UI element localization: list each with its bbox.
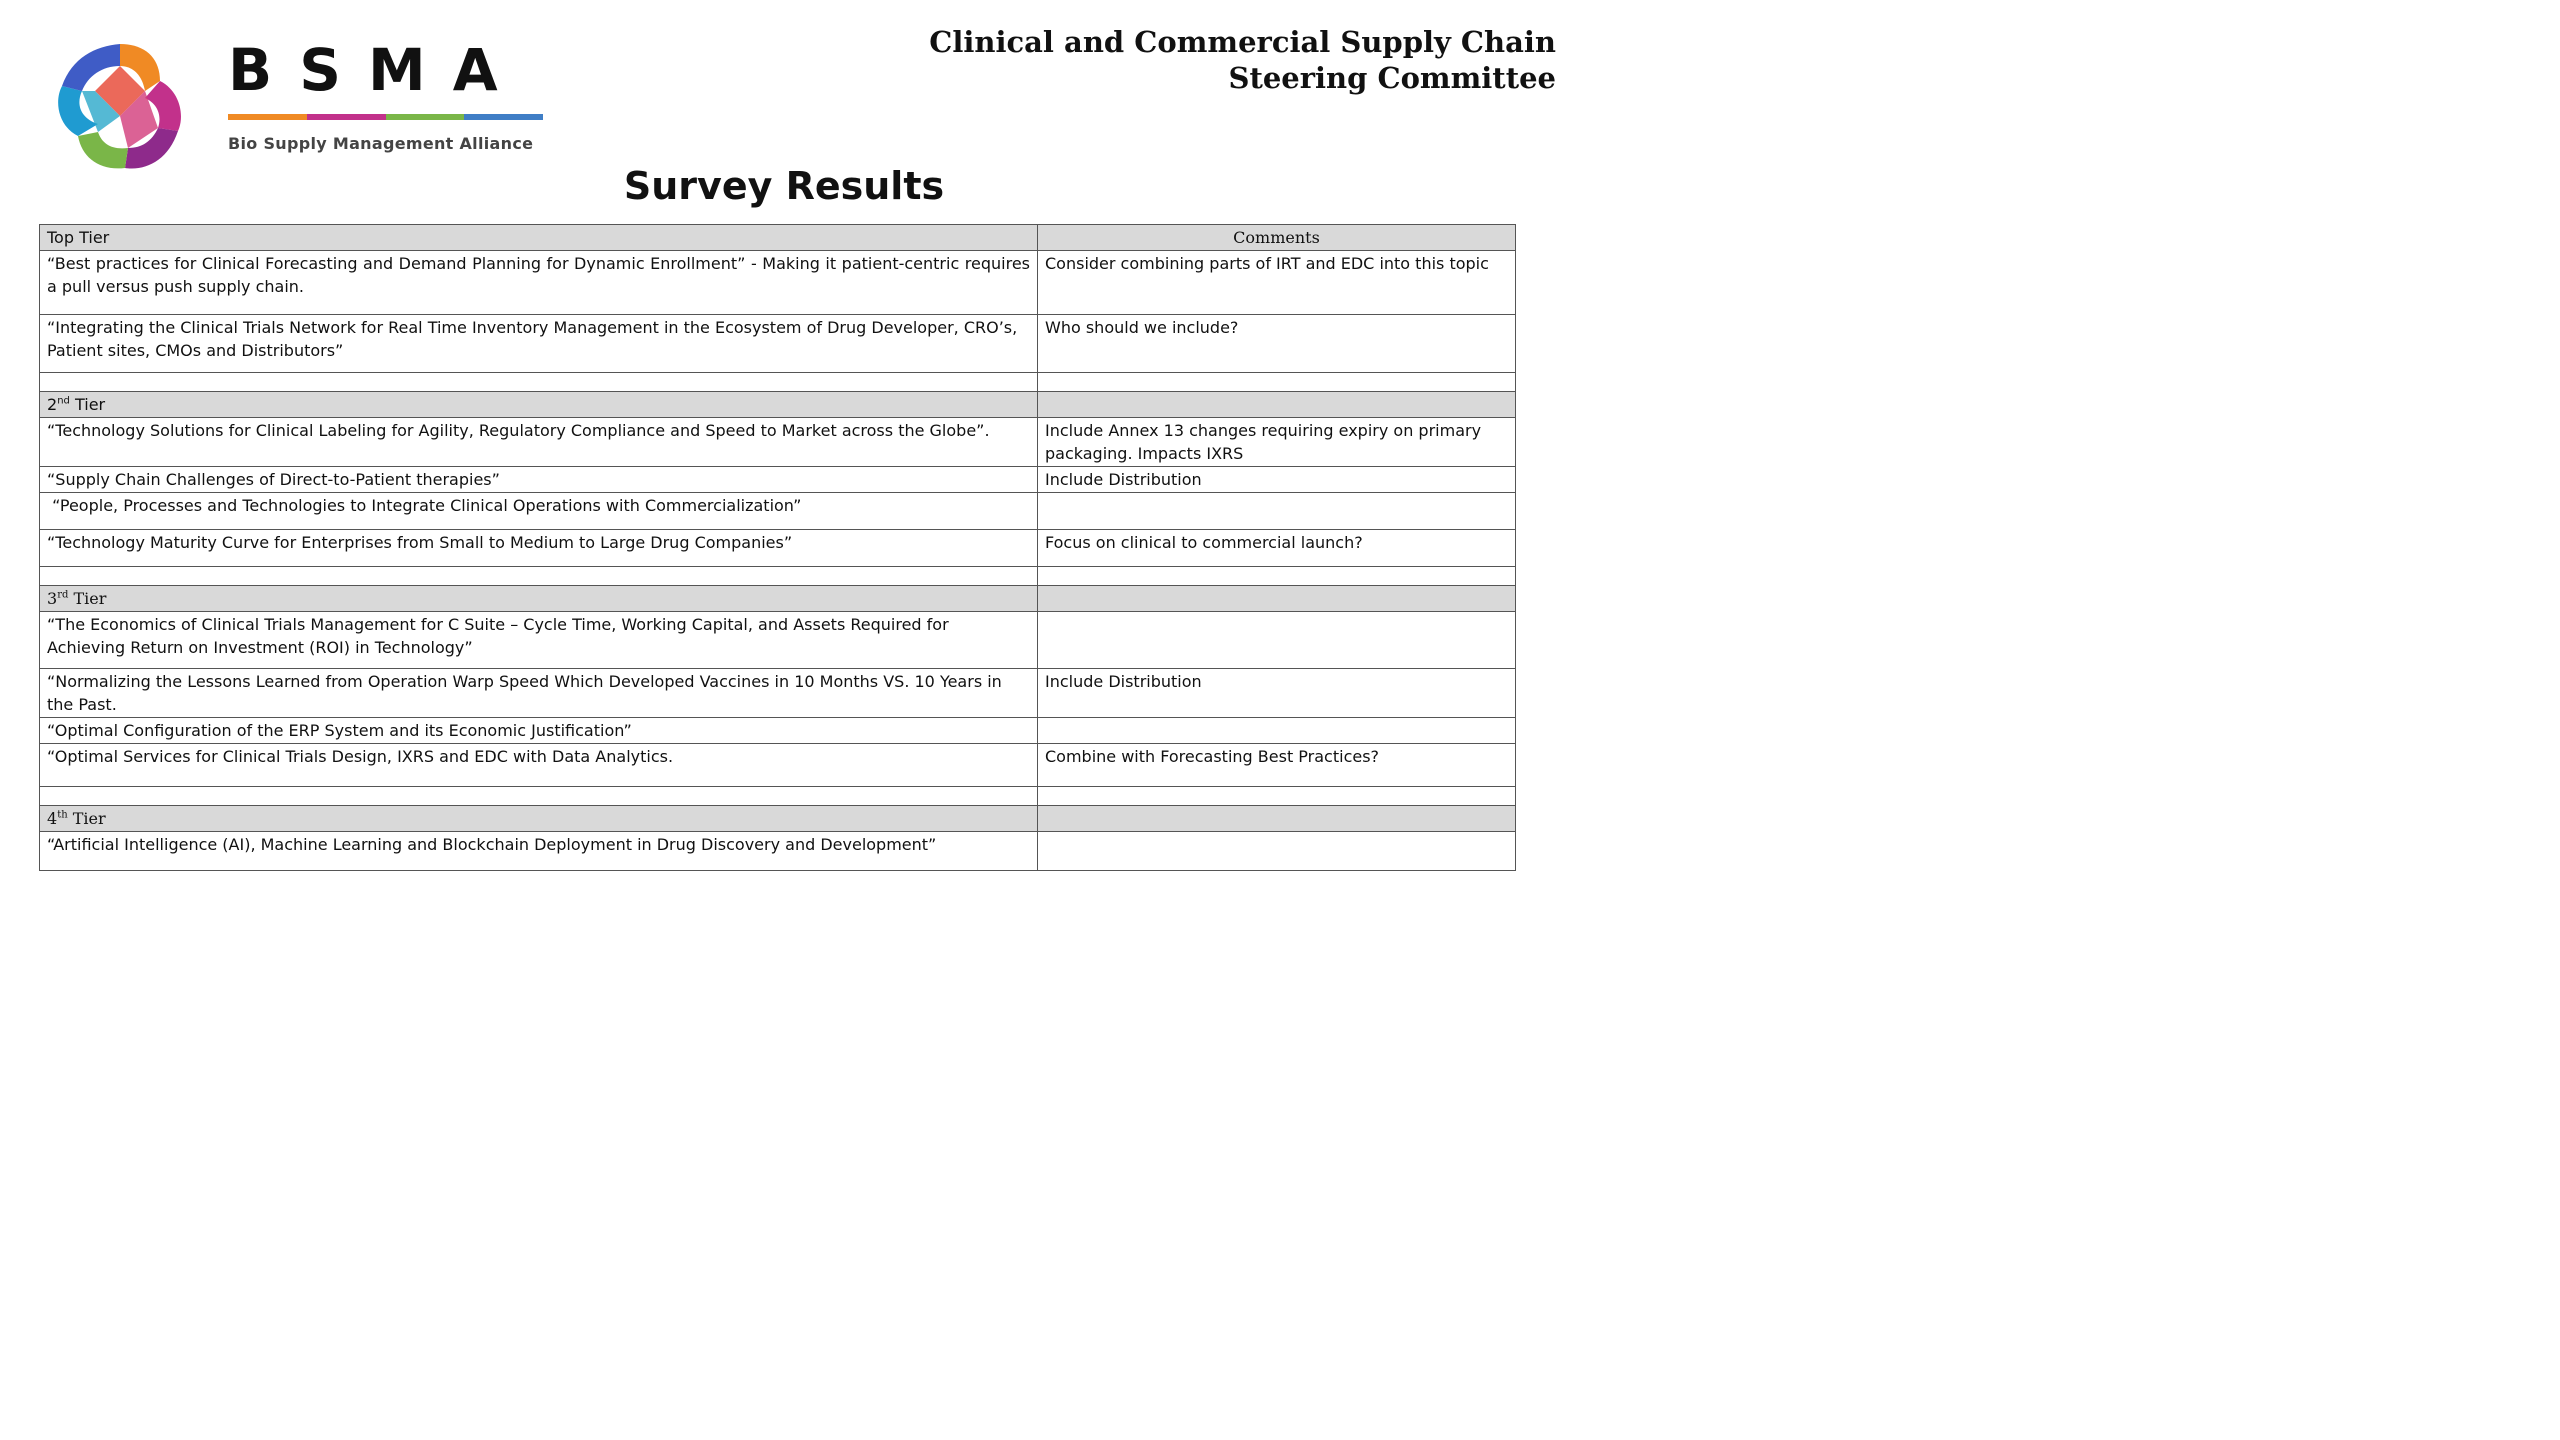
tier-2-label: 2nd Tier bbox=[40, 392, 1038, 418]
table-row bbox=[40, 493, 1516, 530]
topic-cell: “Integrating the Clinical Trials Network for Real Time Inventory Management in the Ecosystem of Drug Developer, CRO’s, Patient sites, CMOs and Distributors” bbox=[40, 315, 1038, 373]
brand-subtitle: Bio Supply Management Alliance bbox=[228, 134, 534, 153]
table-row bbox=[40, 669, 1516, 718]
table-row bbox=[40, 467, 1516, 493]
table-row bbox=[40, 418, 1516, 467]
comment-cell bbox=[1038, 493, 1516, 530]
spacer-row bbox=[40, 787, 1516, 806]
comment-cell: Include Annex 13 changes requiring expiry on primary packaging. Impacts IXRS bbox=[1038, 418, 1516, 467]
comment-cell bbox=[1038, 832, 1516, 871]
bsma-logo-icon bbox=[50, 36, 190, 176]
tier-4-label: 4th Tier bbox=[40, 806, 1038, 832]
comment-cell bbox=[1038, 612, 1516, 669]
topic-cell: “Optimal Services for Clinical Trials Design, IXRS and EDC with Data Analytics. bbox=[40, 744, 1038, 787]
spacer-row bbox=[40, 567, 1516, 586]
comment-cell: Include Distribution bbox=[1038, 467, 1516, 493]
topic-cell: “The Economics of Clinical Trials Management for C Suite – Cycle Time, Working Capital, and Assets Required for Achieving Return on Investment (ROI) in Technology” bbox=[40, 612, 1038, 669]
tier-2-header-row bbox=[40, 392, 1516, 418]
tier-3-header-row bbox=[40, 586, 1516, 612]
comment-cell: Focus on clinical to commercial launch? bbox=[1038, 530, 1516, 567]
topic-cell: “Normalizing the Lessons Learned from Operation Warp Speed Which Developed Vaccines in 10 Months VS. 10 Years in the Past. bbox=[40, 669, 1038, 718]
comments-header: Comments bbox=[1038, 225, 1516, 251]
tier-4-header-row bbox=[40, 806, 1516, 832]
table-row bbox=[40, 251, 1516, 315]
topic-cell: “Technology Solutions for Clinical Labeling for Agility, Regulatory Compliance and Speed to Market across the Globe”. bbox=[40, 418, 1038, 467]
brand-name: BSMA bbox=[228, 36, 525, 104]
topic-cell: “Technology Maturity Curve for Enterprises from Small to Medium to Large Drug Companies” bbox=[40, 530, 1038, 567]
page-title: Survey Results bbox=[623, 164, 945, 208]
topic-cell: “Supply Chain Challenges of Direct-to-Patient therapies” bbox=[40, 467, 1038, 493]
table-row bbox=[40, 832, 1516, 871]
table-row bbox=[40, 315, 1516, 373]
comment-cell: Who should we include? bbox=[1038, 315, 1516, 373]
committee-title bbox=[929, 24, 1556, 96]
topic-cell: “Artificial Intelligence (AI), Machine Learning and Blockchain Deployment in Drug Discovery and Development” bbox=[40, 832, 1038, 871]
topic-cell: “People, Processes and Technologies to Integrate Clinical Operations with Commercialization” bbox=[40, 493, 1038, 530]
topic-cell: “Best practices for Clinical Forecasting and Demand Planning for Dynamic Enrollment” - Making it patient-centric requires a pull versus push supply chain. bbox=[40, 251, 1038, 315]
table-row bbox=[40, 530, 1516, 567]
comment-cell: Consider combining parts of IRT and EDC into this topic bbox=[1038, 251, 1516, 315]
brand-color-bar bbox=[228, 114, 543, 120]
committee-line-1: Clinical and Commercial Supply Chain bbox=[929, 25, 1556, 59]
spacer-row bbox=[40, 373, 1516, 392]
brand-block bbox=[228, 38, 543, 153]
table-header-row bbox=[40, 225, 1516, 251]
table-row bbox=[40, 718, 1516, 744]
comment-cell: Combine with Forecasting Best Practices? bbox=[1038, 744, 1516, 787]
table-row bbox=[40, 744, 1516, 787]
topic-cell: “Optimal Configuration of the ERP System and its Economic Justification” bbox=[40, 718, 1038, 744]
comment-cell: Include Distribution bbox=[1038, 669, 1516, 718]
comment-cell bbox=[1038, 718, 1516, 744]
survey-results-table bbox=[39, 224, 1516, 871]
tier-3-label: 3rd Tier bbox=[40, 586, 1038, 612]
committee-line-2: Steering Committee bbox=[1228, 61, 1556, 95]
top-tier-header: Top Tier bbox=[40, 225, 1038, 251]
table-row bbox=[40, 612, 1516, 669]
